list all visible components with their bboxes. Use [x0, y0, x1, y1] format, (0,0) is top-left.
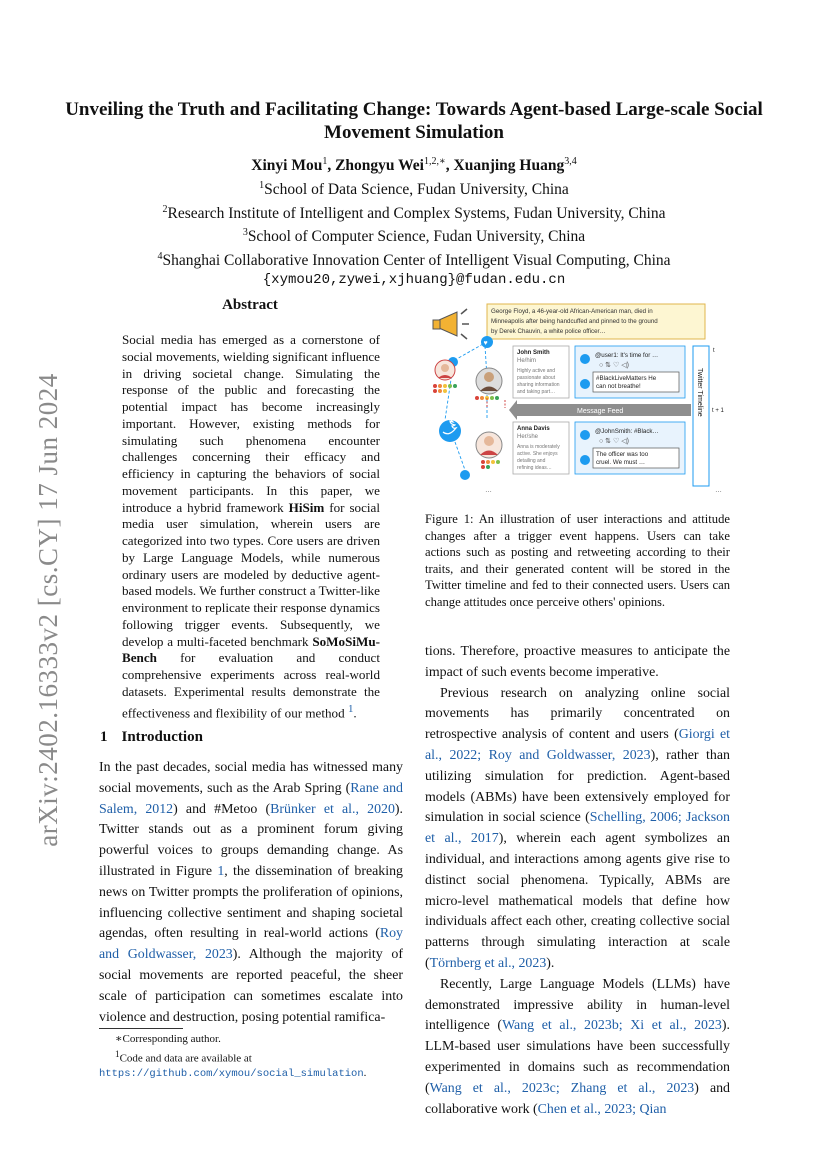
section-heading: 1 Introduction: [100, 729, 203, 745]
affiliation: $^3$School of Computer Science, Fudan University, China: [242, 227, 586, 246]
tweet: @user1: It's time for …: [595, 352, 659, 359]
figure-caption: Figure 1: An illustration of user interactions and attitude changes after a trigger event happens. Users can take actions such as posting and retweeting according to their traits, and their generated content will be stored in the Twitter timeline and fed to their connected users. Users can change attitudes once perceive others' opinions.: [425, 512, 730, 609]
citation-link[interactable]: Wang et al., 2023b: [502, 1018, 619, 1034]
time-label: t + 1: [712, 408, 724, 414]
citation-link[interactable]: Roy and Goldwasser, 2023: [488, 747, 651, 763]
megaphone-icon: [433, 309, 469, 339]
citation-link[interactable]: Chen et al., 2023: [537, 1101, 633, 1117]
twitter-icon: [460, 470, 470, 480]
paper-title: Unveiling the Truth and Facilitating Change: Towards Agent-based Large-scale Social Movement Simulation: [65, 99, 763, 143]
tweet-actions: ○ ⇅ ♡ ◁): [599, 362, 629, 369]
intro-left-column: [99, 758, 403, 1028]
intro-right-column: [425, 642, 730, 1120]
affiliation: $^4$Shanghai Collaborative Innovation Center of Intelligent Visual Computing, China: [157, 251, 671, 270]
author-name: Xinyi Mou: [251, 157, 323, 175]
author-block: [60, 152, 768, 290]
twitter-icon: [439, 415, 472, 442]
avatar: [435, 360, 455, 380]
footnote-rule: [99, 1028, 183, 1029]
affiliation: $^2$Research Institute of Intelligent and Complex Systems, Fudan University, China: [162, 203, 666, 222]
timeline-label: Twitter Timeline: [696, 368, 703, 417]
footnote: $^1$Code and data are available at https://github.com/xymou/social_simulation.: [99, 1048, 367, 1080]
ellipsis: …: [485, 487, 492, 494]
arxiv-stamp: arXiv:2402.16333v2 [cs.CY] 17 Jun 2024: [33, 373, 63, 847]
user-profile: Anna Davis Her/she Anna is moderately active. She enjoys detailing and refining ideas…: [517, 426, 560, 471]
avatar: [476, 432, 502, 458]
author-name: Xuanjing Huang: [453, 157, 565, 175]
message-feed-label: Message Feed: [577, 408, 624, 415]
tweet: The officer was too cruel. We must …: [596, 451, 649, 466]
benchmark-name: SoMoSiMu-Bench: [122, 633, 380, 666]
citation-link[interactable]: Zhang et al., 2023: [570, 1080, 695, 1096]
ellipsis: …: [715, 487, 722, 494]
svg-text:♥: ♥: [483, 340, 488, 347]
citation-link[interactable]: Brünker et al., 2020: [270, 801, 395, 817]
author-email: {xymou20,zywei,xjhuang}@fudan.edu.cn: [262, 271, 566, 288]
figure-ref-link[interactable]: 1: [217, 863, 225, 879]
user-profile: John Smith He/him Highly active and passionate about sharing information and taking part…: [517, 350, 560, 395]
avatar: [476, 368, 502, 394]
citation-link[interactable]: Xi et al., 2023: [630, 1018, 722, 1034]
author-list: Xinyi Mou$^1$, Zhongyu Wei$^{1,2,∗}$, Xuanjing Huang$^{3,4}$: [251, 156, 577, 175]
citation-link[interactable]: Schelling, 2006: [589, 810, 678, 826]
citation-link[interactable]: Törnberg et al., 2023: [429, 955, 547, 971]
citation-link[interactable]: Rane and Salem, 2012: [99, 780, 403, 817]
paragraph: Previous research on analyzing online social movements has primarily concentrated on retrospective analysis of content and users (Giorgi et al., 2022; Roy and Goldwasser, 2023), rather than utilizing simulation for prediction. Agent-based models (ABMs) have been extensively employed for simulation in social science (Schelling, 2006; Jackson et al., 2017), wherein each agent symbolizes an individual, and interactions among agents give rise to distinct social phenomena. Typically, ABMs are micro-level mathematical models that define how individuals affect each other, creating collective social patterns through simulating interaction at scale (Törnberg et al., 2023).: [425, 685, 730, 971]
paragraph: In the past decades, social media has witnessed many social movements, such as the Arab Spring (Rane and Salem, 2012) and #Metoo (Brünker et al., 2020). Twitter stands out as a prominent forum giving powerful voices to groups demanding change. As illustrated in Figure 1, the dissemination of breaking news on Twitter prompts the proliferation of opinions, influencing collective sentiment and shaping societal agendas, often resulting in real-world actions (Roy and Goldwasser, 2023). Although the majority of social movements are reported peaceful, the sheer scale of participation can sometimes escalate into violence and destruction, posing potential ramifica-: [99, 760, 404, 1025]
paragraph: tions. Therefore, proactive measures to anticipate the impact of such events become imperative.: [425, 644, 730, 680]
tweet: @JohnSmith: #Black…: [595, 428, 659, 435]
abstract-body: Social media has emerged as a cornerstone of social movements, wielding significant influence in driving societal change. Simulating the response of the public and forecasting the potential impact has become increasingly important. However, existing methods for simulating such phenomena encounter challenges concerning their efficacy and efficiency in capturing the behaviors of social movement participants. In this paper, we introduce a hybrid framework HiSim for social media user simulation, wherein users are categorized into two types. Core users are driven by Large Language Models, while numerous ordinary users are modeled by deductive agent-based models. We further construct a Twitter-like environment to replicate their response dynamics following trigger events. Subsequently, we develop a multi-faceted benchmark SoMoSiMu-Bench for evaluation and conduct comprehensive experiments across real-world datasets. Experimental results demonstrate the effectiveness and flexibility of our method $^1$.: [122, 332, 381, 720]
twitter-icon: [481, 336, 493, 348]
footnote-ref[interactable]: 1: [347, 702, 354, 715]
news-text: George Floyd, a 46-year-old African-American man, died in Minneapolis after being handcuffed and pinned to the ground by Derek Chauvin, a white police officer…: [491, 308, 658, 335]
affiliation: $^1$School of Data Science, Fudan University, China: [259, 179, 569, 198]
time-label: t: [713, 348, 715, 354]
footnotes: [99, 1032, 404, 1081]
author-name: Zhongyu Wei: [335, 157, 424, 175]
framework-name: HiSim: [288, 499, 325, 515]
figure-1-illustration: [425, 300, 730, 500]
citation-link[interactable]: Wang et al., 2023c: [429, 1080, 556, 1096]
tweet-actions: ○ ⇅ ♡ ◁): [599, 438, 629, 445]
tweet: #BlackLiveMatters He can not breathe!: [596, 375, 657, 390]
code-url-link[interactable]: https://github.com/xymou/social_simulation: [99, 1067, 364, 1080]
citation-link[interactable]: Jackson et al., 2017: [425, 810, 730, 847]
paragraph: Recently, Large Language Models (LLMs) have demonstrated impressive ability in human-level intelligence (Wang et al., 2023b; Xi et al., 2023). LLM-based user simulations have been successfully experimented in domains such as recommendation (Wang et al., 2023c; Zhang et al., 2023) and collaborative work (Chen et al., 2023; Qian: [425, 976, 730, 1117]
citation-link[interactable]: Qian: [639, 1101, 667, 1117]
citation-link[interactable]: Giorgi et al., 2022: [425, 727, 730, 763]
citation-link[interactable]: Roy and Goldwasser, 2023: [99, 926, 403, 963]
footnote: ∗Corresponding author.: [115, 1033, 221, 1045]
abstract-heading: Abstract: [222, 297, 278, 313]
